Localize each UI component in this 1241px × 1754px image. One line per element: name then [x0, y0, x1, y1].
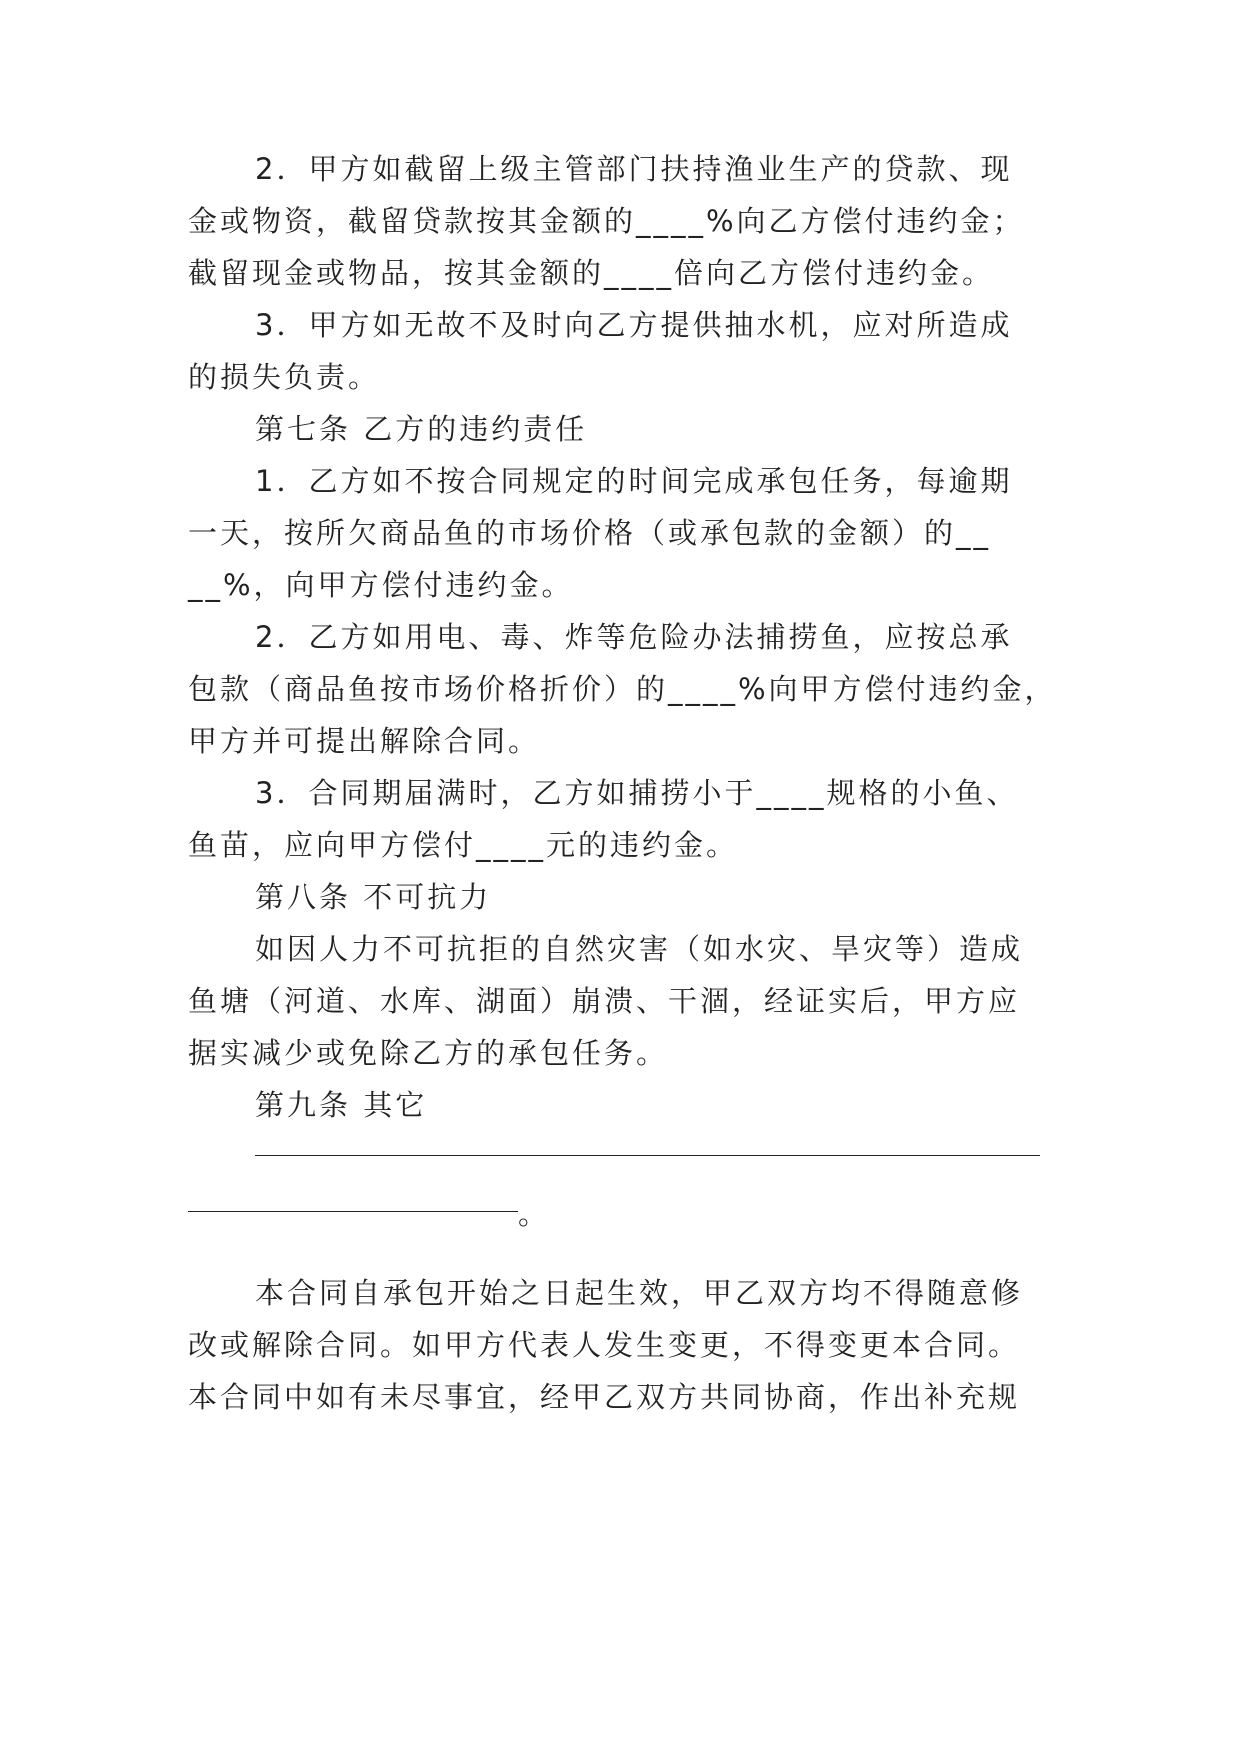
- clause-6-item-2-line-3: 截留现金或物品，按其金额的____倍向乙方偿付违约金。: [188, 256, 995, 290]
- clause-6-item-3-line-2: 的损失负责。: [188, 360, 381, 394]
- article-8-body-line-3: 据实减少或免除乙方的承包任务。: [188, 1036, 669, 1070]
- article-8-body-line-2: 鱼塘（河道、水库、湖面）崩溃、干涸，经证实后，甲方应: [188, 984, 1021, 1018]
- clause-6-item-2-line-1: 2．甲方如截留上级主管部门扶持渔业生产的贷款、现: [255, 152, 1013, 186]
- article-9-fill-line-1: [255, 1155, 1040, 1156]
- clause-7-item-1-line-3: __%，向甲方偿付违约金。: [188, 568, 574, 602]
- article-9-end-mark: 。: [518, 1197, 548, 1231]
- clause-7-item-3-line-2: 鱼苗，应向甲方偿付____元的违约金。: [188, 828, 739, 862]
- clause-7-item-2-line-2: 包款（商品鱼按市场价格折价）的____%向甲方偿付违约金，: [188, 672, 1057, 706]
- closing-line-3: 本合同中如有未尽事宜，经甲乙双方共同协商，作出补充规: [188, 1380, 1021, 1414]
- clause-7-item-1-line-2: 一天，按所欠商品鱼的市场价格（或承包款的金额）的__: [188, 516, 992, 550]
- closing-line-1: 本合同自承包开始之日起生效，甲乙双方均不得随意修: [255, 1276, 1024, 1310]
- article-8-heading: 第八条 不可抗力: [255, 880, 492, 914]
- article-9-fill-line-2: [188, 1211, 518, 1212]
- article-8-body-line-1: 如因人力不可抗拒的自然灾害（如水灾、旱灾等）造成: [255, 932, 1024, 966]
- article-9-heading: 第九条 其它: [255, 1088, 428, 1122]
- clause-6-item-3-line-1: 3．甲方如无故不及时向乙方提供抽水机，应对所造成: [255, 308, 1013, 342]
- clause-7-item-2-line-1: 2．乙方如用电、毒、炸等危险办法捕捞鱼，应按总承: [255, 620, 1013, 654]
- closing-line-2: 改或解除合同。如甲方代表人发生变更，不得变更本合同。: [188, 1328, 1021, 1362]
- article-7-heading: 第七条 乙方的违约责任: [255, 412, 588, 446]
- clause-6-item-2-line-2: 金或物资，截留贷款按其金额的____%向乙方偿付违约金；: [188, 204, 1025, 238]
- clause-7-item-3-line-1: 3．合同期届满时，乙方如捕捞小于____规格的小鱼、: [255, 776, 1019, 810]
- clause-7-item-1-line-1: 1．乙方如不按合同规定的时间完成承包任务，每逾期: [255, 464, 1013, 498]
- clause-7-item-2-line-3: 甲方并可提出解除合同。: [188, 724, 541, 758]
